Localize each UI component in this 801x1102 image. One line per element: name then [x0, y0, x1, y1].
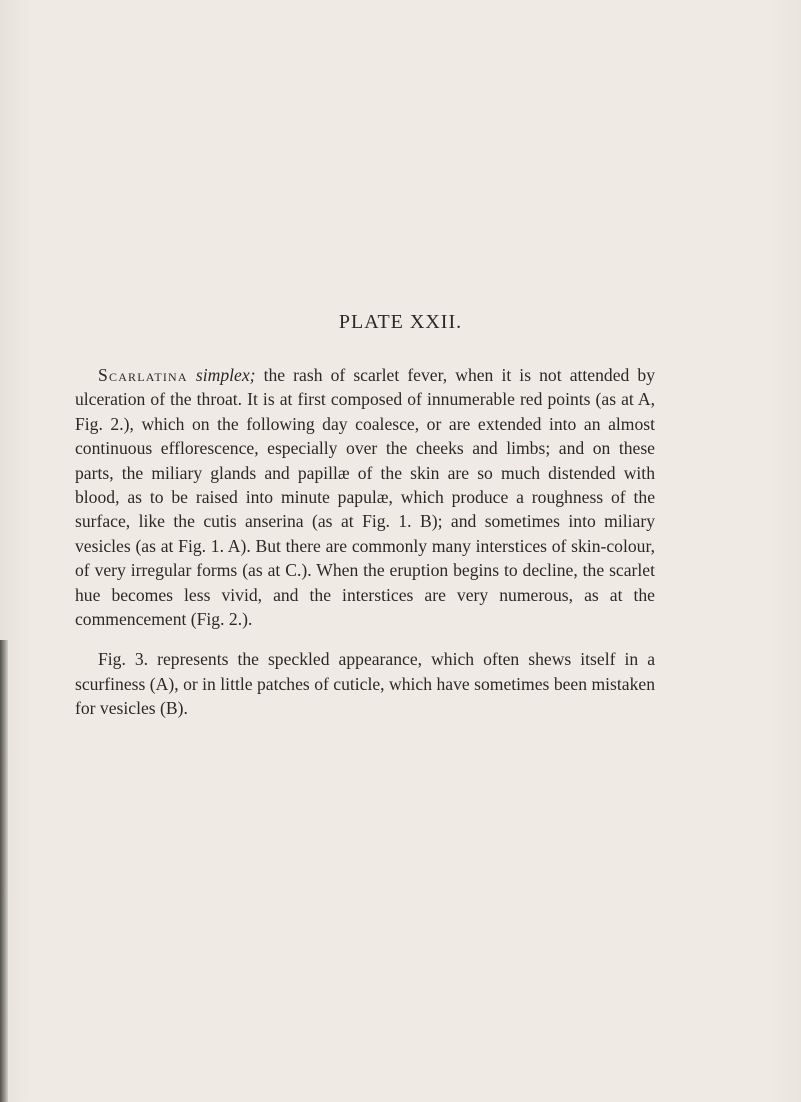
paragraph-2-body: Fig. 3. represents the speckled appearance, which often shews itself in a scurfiness (A), or in little patches of cuticle, which have sometimes been mistaken for vesicles (B).: [75, 649, 655, 719]
binding-edge: [0, 640, 8, 1102]
plate-title: PLATE XXII.: [338, 311, 463, 333]
lead-term: Scarlatina: [98, 365, 188, 385]
paragraph-1-body: the rash of scarlet fever, when it is not attended by ulceration of the throat. It is at first composed of innumerable red points (as at A, Fig. 2.), which on the following day coalesce, or are extended into an almost continuous efflorescence, especially over the cheeks and limbs; and on these parts, the miliary glands and papillæ of the skin are so much distended with blood, as to be raised into minute papulæ, which produce a roughness of the surface, like the cutis anserina (as at Fig. 1. B); and sometimes into miliary vesicles (as at Fig. 1. A). But there are commonly many interstices of skin-colour, of very irregular forms (as at C.). When the eruption begins to decline, the scarlet hue becomes less vivid, and the interstices are very numerous, as at the commencement (Fig. 2.).: [75, 365, 655, 630]
body-text: [75, 363, 655, 721]
paragraph-2: [75, 647, 655, 720]
lead-italic: simplex;: [195, 365, 256, 385]
paragraph-1: [75, 363, 655, 631]
